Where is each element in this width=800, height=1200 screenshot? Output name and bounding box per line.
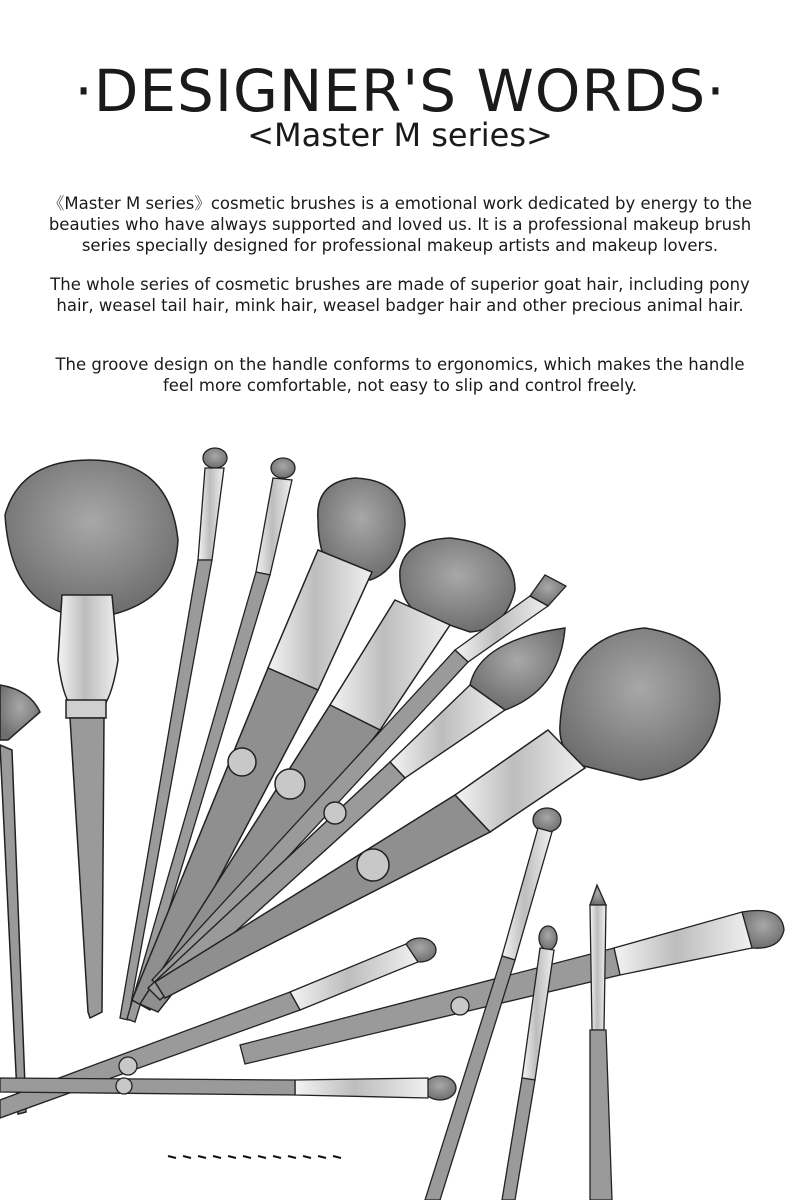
series-subtitle: <Master M series> xyxy=(247,116,553,154)
intro-paragraph: 《Master M series》cosmetic brushes is a emotional work dedicated by energy to the beauties who have always supported and loved us. It is a professional makeup brush series specially designed for professional makeup artists and makeup lovers. xyxy=(47,194,753,255)
decorative-dash-row xyxy=(168,1156,341,1158)
handle-design-paragraph: The groove design on the handle conforms to ergonomics, which makes the handle feel more comfortable, not easy to slip and control freely. xyxy=(55,355,745,395)
materials-paragraph: The whole series of cosmetic brushes are made of superior goat hair, including pony hair, weasel tail hair, mink hair, weasel badger hair and other precious animal hair. xyxy=(50,275,750,315)
brush-set-illustration xyxy=(0,400,800,1200)
small-fan-brush xyxy=(0,685,40,1114)
horizontal-brush xyxy=(0,1076,456,1100)
page-title: ·DESIGNER'S WORDS· xyxy=(74,56,726,125)
